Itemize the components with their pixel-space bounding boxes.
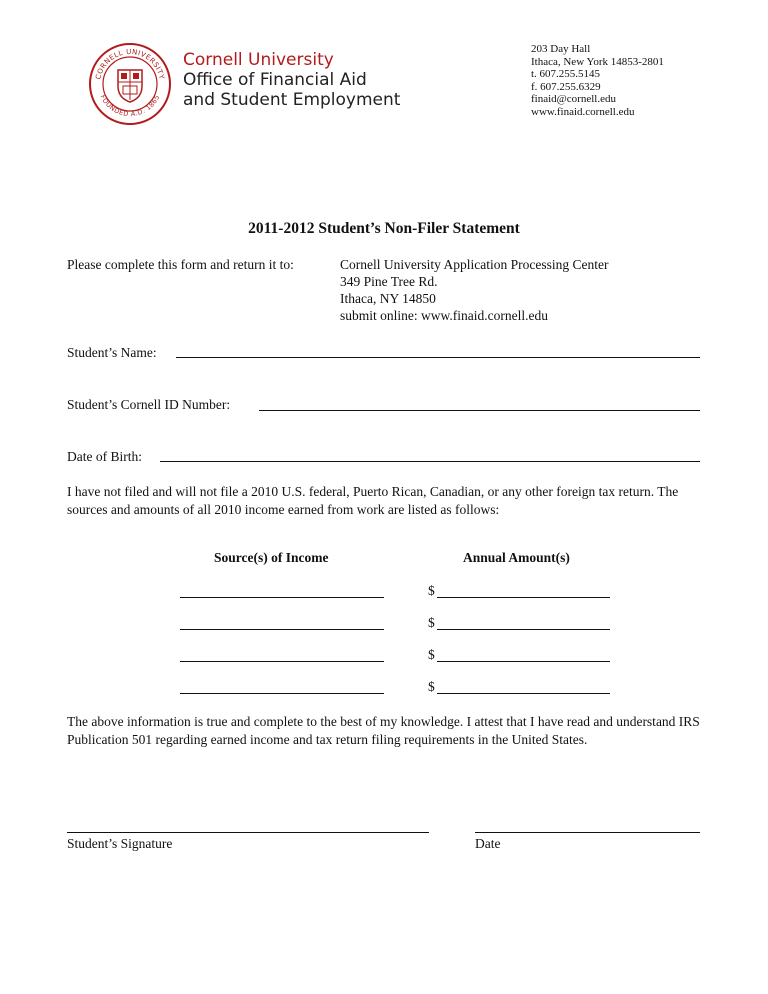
income-source-field[interactable]	[180, 597, 384, 598]
income-amount-field[interactable]	[437, 597, 610, 598]
attestation-paragraph: The above information is true and complete to the best of my knowledge. I attest that I have read and understand IRS Publication 501 regarding earned income and tax return filing requirements in the United States.	[67, 714, 700, 747]
address-line: 203 Day Hall	[531, 43, 591, 55]
signature-field[interactable]	[67, 832, 429, 833]
return-address-line: Cornell University Application Processing Center	[340, 257, 609, 272]
date-of-birth-label: Date of Birth:	[67, 449, 142, 464]
address-line: Ithaca, New York 14853-2801	[531, 55, 664, 68]
dollar-sign: $	[428, 679, 435, 694]
signature-label: Student’s Signature	[67, 836, 173, 851]
form-title: 2011-2012 Student’s Non-Filer Statement	[248, 220, 520, 237]
date-field[interactable]	[475, 832, 700, 833]
cornell-id-field[interactable]	[259, 410, 700, 411]
student-name-field[interactable]	[176, 357, 700, 358]
office-name-line2: and Student Employment	[183, 90, 401, 110]
return-address-line: Ithaca, NY 14850	[340, 291, 436, 306]
return-address-line: submit online: www.finaid.cornell.edu	[340, 308, 548, 323]
income-amount-header: Annual Amount(s)	[463, 550, 570, 565]
phone-line: t. 607.255.5145	[531, 68, 601, 80]
university-name: Cornell University	[183, 50, 334, 70]
fax-line: f. 607.255.6329	[531, 80, 601, 93]
return-address-line: 349 Pine Tree Rd.	[340, 274, 438, 289]
return-address	[340, 256, 608, 324]
date-of-birth-field[interactable]	[160, 461, 700, 462]
svg-text:CORNELL UNIVERSITY: CORNELL UNIVERSITY	[94, 47, 166, 81]
income-amount-field[interactable]	[437, 629, 610, 630]
office-name-line1: Office of Financial Aid	[183, 70, 367, 90]
income-source-field[interactable]	[180, 693, 384, 694]
return-instruction: Please complete this form and return it to:	[67, 257, 294, 272]
org-name-block	[183, 51, 400, 110]
website-line: www.finaid.cornell.edu	[531, 105, 635, 118]
email-line: finaid@cornell.edu	[531, 93, 616, 105]
income-amount-field[interactable]	[437, 661, 610, 662]
dollar-sign: $	[428, 615, 435, 630]
date-label: Date	[475, 836, 501, 851]
cornell-seal-logo	[88, 42, 172, 126]
income-amount-field[interactable]	[437, 693, 610, 694]
dollar-sign: $	[428, 583, 435, 598]
income-source-field[interactable]	[180, 629, 384, 630]
dollar-sign: $	[428, 647, 435, 662]
svg-text:FOUNDED A.D. 1865: FOUNDED A.D. 1865	[98, 93, 162, 119]
income-source-header: Source(s) of Income	[214, 550, 329, 565]
office-address	[531, 43, 664, 118]
student-name-label: Student’s Name:	[67, 345, 157, 360]
cornell-id-label: Student’s Cornell ID Number:	[67, 397, 231, 412]
non-filer-declaration: I have not filed and will not file a 2010 U.S. federal, Puerto Rican, Canadian, or any other foreign tax return. The sources and amounts of all 2010 income earned from work are listed as follows:	[67, 484, 679, 517]
income-source-field[interactable]	[180, 661, 384, 662]
